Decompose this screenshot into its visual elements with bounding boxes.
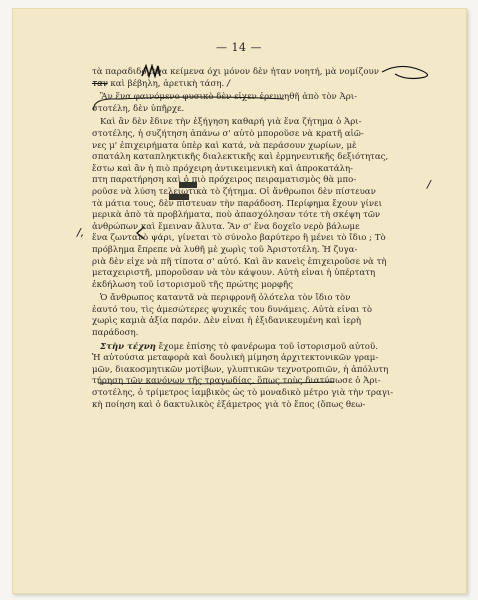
body-text bbox=[92, 67, 412, 411]
text-line bbox=[92, 293, 412, 305]
line-text: μερικὰ ἀπὸ τὰ προβλήματα, ποὺ ἀπασχόλησαν τότε τὴ σκέψη τῶν bbox=[92, 210, 381, 221]
text-line bbox=[92, 79, 412, 91]
line-text: τὰ μάτια τους, δὲν πίστευαν τὴν παράδοση. Περίφημα ἔχουν γίνει bbox=[92, 198, 382, 209]
text-line bbox=[92, 187, 412, 199]
line-text: ἔχομε ἐπίσης τὸ φανέρωμα τοῦ ἰστορισμοῦ αὐτοῦ. bbox=[158, 341, 378, 352]
line-text: ἐκδήλωση τοῦ ἰστορισμοῦ τῆς πρώτης μορφῆς bbox=[92, 279, 293, 290]
text-line bbox=[92, 222, 412, 234]
text-line bbox=[92, 388, 412, 400]
handwritten-slash: / bbox=[226, 78, 230, 89]
line-text: στοτέλη, δὲν ὑπῆρχε. bbox=[92, 103, 185, 114]
text-line bbox=[92, 199, 412, 211]
line-text: νες μ' ἐπιχειρήματα ὑπὲρ καὶ κατά, νὰ περάσουν χωρίων, μὲ bbox=[92, 140, 357, 151]
line-text: στοτέλης, ἡ συζήτηση ἀπάνω σ' αὐτὸ μποροῦσε νὰ κρατῆ αἰῶ- bbox=[92, 128, 364, 139]
margin-note-left: /, bbox=[77, 226, 85, 239]
text-line bbox=[92, 328, 412, 340]
text-line bbox=[92, 92, 412, 104]
line-text: τὰ παραδιδόμενα κείμενα όχι μόνον δὲν ἦταν νοητή, μὰ νομίζουν bbox=[92, 67, 379, 77]
text-line bbox=[92, 376, 412, 388]
line-text: μεταχειριστῆ, μποροῦσαν νὰ τὸν κάψουν. Αὐτὴ εἶναι ἡ ὑπέρτατη bbox=[92, 268, 376, 279]
text-line bbox=[92, 141, 412, 153]
line-text: ριὰ δὲν εἶχε νὰ πῆ τίποτα σ' αὐτό. Καὶ ἂν κανεὶς ἐπιχειροῦσε νὰ τὴ bbox=[92, 256, 387, 267]
page-number: — 14 — bbox=[216, 41, 262, 54]
line-text: στοτέλης, ὁ τρίμετρος ἰαμβικὸς ὡς τὸ μοναδικὸ μέτρο γιὰ τὴν τραγι- bbox=[92, 388, 394, 399]
line-text: καὶ βέβηλη, ἀρετικὴ τάση. bbox=[110, 78, 225, 89]
line-text: ἕνα ζωντανὸ ψάρι, γίνεται τὸ σύνολο βαρύτερο ἢ μένει τὸ ἴδιο ; Τὸ bbox=[92, 233, 386, 244]
text-line bbox=[92, 152, 412, 164]
text-line bbox=[92, 257, 412, 269]
line-text: τήρηση τῶν κανόνων τῆς τραγωδίας, ὅπως τοὺς διατύπωσε ὁ Ἀρι- bbox=[92, 376, 381, 387]
text-line bbox=[92, 280, 412, 292]
text-line bbox=[92, 67, 412, 79]
text-line bbox=[92, 400, 412, 412]
line-text: Καὶ ἂν δὲν ἔδινε τὴν ἐξήγηση καθαρή γιὰ ἕνα ζήτημα ὁ Ἀρι- bbox=[100, 117, 362, 128]
text-line bbox=[92, 233, 412, 245]
line-text: κὴ ποίηση καὶ ὁ δακτυλικὸς ἑξάμετρος γιὰ τὸ ἔπος (ὅπως θεω- bbox=[92, 399, 366, 410]
line-text: ροῦσε νὰ λύση τελειωτικὰ τὸ ζήτημα. Οἱ ἄνθρωποι δὲν πίστευαν bbox=[92, 186, 376, 197]
line-text: σπατάλη καταπληκτικῆς διαλεκτικῆς καὶ ἑρμηνευτικῆς δεξιότητας, bbox=[92, 152, 389, 163]
text-line bbox=[92, 305, 412, 317]
text-line bbox=[92, 164, 412, 176]
text-line bbox=[92, 104, 412, 116]
line-text: παράδοση. bbox=[92, 328, 139, 339]
margin-note-right: / bbox=[427, 178, 431, 191]
line-text: Ὁ ἄνθρωπος καταντᾶ νὰ περιφρονῆ ὁλότελα τὸν ἴδιο τὸν bbox=[100, 293, 351, 304]
line-text: χωρὶς καμιὰ ἀξία παρόν. Δὲν εἶναι ἡ ἐξιδανικευμένη καὶ ἱερὴ bbox=[92, 316, 362, 327]
text-line bbox=[92, 210, 412, 222]
line-text: ἀνθρώπων καὶ ἔμειναν ἄλυτα. Ἂν σ' ἕνα δοχεῖο νερὸ βάλωμε bbox=[92, 221, 360, 232]
line-text: Ἂν ἕνα φαινόμενο φυσικὸ δὲν εἶχεν ἐρευνηθῆ ἀπὸ τὸν Ἀρι- bbox=[100, 92, 358, 103]
text-line bbox=[92, 129, 412, 141]
section-title: Στὴν τέχνη bbox=[100, 341, 156, 352]
strikethrough-word: ταν bbox=[92, 78, 108, 89]
text-line bbox=[92, 353, 412, 365]
text-line bbox=[92, 316, 412, 328]
text-line bbox=[92, 365, 412, 377]
text-line bbox=[92, 175, 412, 187]
text-line bbox=[92, 342, 412, 354]
line-text: πτη παρατήρηση καὶ ὁ πιὸ πρόχειρος πειραματισμὸς θὰ μπο- bbox=[92, 175, 357, 186]
line-text: ἑαυτό του, τὶς ἀμεσώτερες ψυχικές του δυνάμεις. Αὐτὰ εἶναι τὸ bbox=[92, 304, 373, 315]
text-line bbox=[92, 245, 412, 257]
line-text: ἔστω καὶ ἂν ἡ πιὸ πρόχειρη ἀντικειμενικὴ καὶ ἀπροκατάλη- bbox=[92, 163, 354, 174]
line-text: πρόβλημα ἔπρεπε νὰ λυθῆ μὲ χωρὶς τοῦ Ἀριστοτέλη. Ἡ ζυγα- bbox=[92, 244, 358, 255]
line-text: μῶν, διακοσμητικῶν μοτίβων, γλυπτικῶν τεχνοτροπιῶν, ἡ ἀπόλυτη bbox=[92, 364, 389, 375]
line-text: Ἡ αὐτούσια μεταφορὰ καὶ δουλικὴ μίμηση ἀρχιτεκτονικῶν γραμ- bbox=[92, 353, 379, 364]
text-line bbox=[92, 268, 412, 280]
text-line bbox=[92, 117, 412, 129]
